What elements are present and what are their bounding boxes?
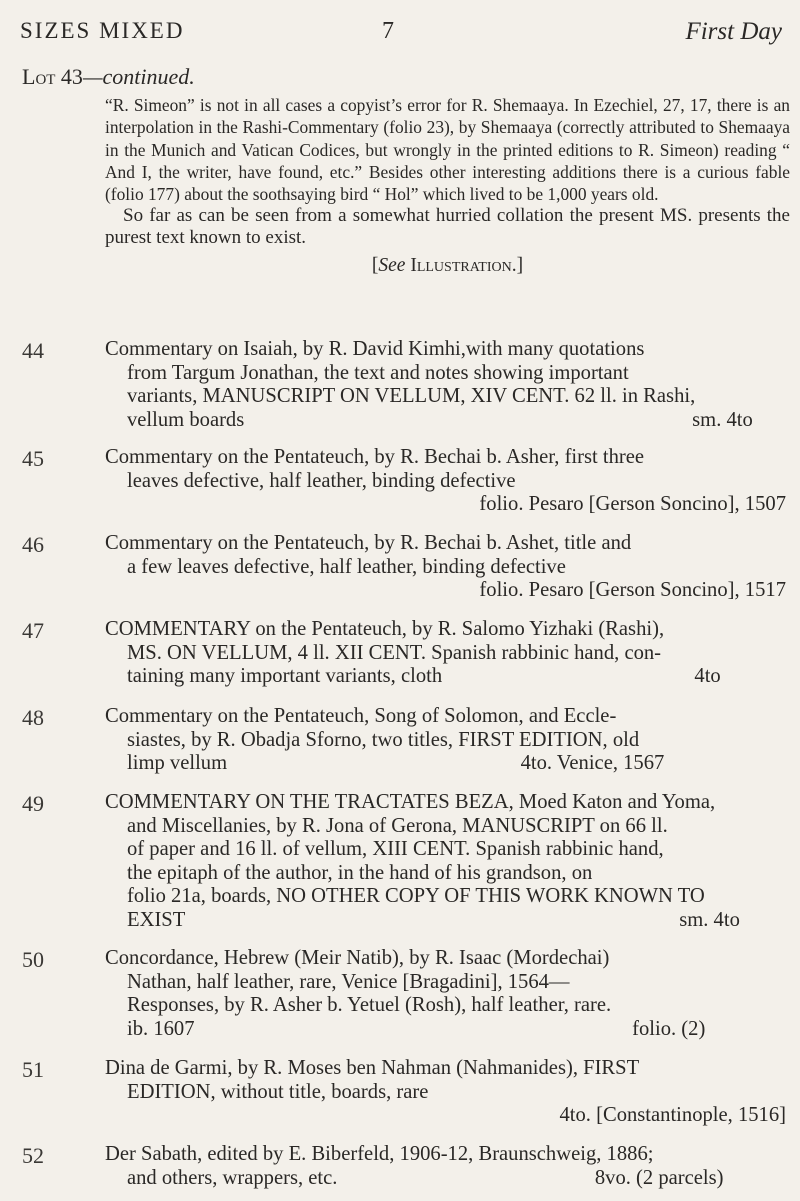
lot-43-paragraph-1: “R. Simeon” is not in all cases a copyist’s error for R. Shemaaya. In Ezechiel, 27, 17, there is an interpolation in the Rashi-Commentary (folio 23), by Shemaaya (correctly attributed to Shemaaya in the Munich and Vatican Codices, but wrongly in the printed editions to R. Simeon) reading “ And I, the writer, have found, etc.” Besides other interesting additions there is a curious fable (folio 177) about the soothsaying bird “ Hol” which lived to be 1,000 years old.: [105, 95, 790, 205]
page-number: 7: [382, 18, 394, 44]
illustration-ref: Illustration.: [410, 255, 517, 277]
lot-number: 50: [22, 947, 44, 972]
lot-description: Concordance, Hebrew (Meir Natib), by R. Isaac (Mordechai) Nathan, half leather, rare, Venice [Bragadini], 1564— Responses, by R. Asher b. Yetuel (Rosh), half leather, rare. ib. 1607 folio. (2): [105, 947, 706, 1040]
lot-number: 52: [22, 1143, 44, 1168]
page-header: [0, 18, 800, 58]
lot-43-paragraph-2: So far as can be seen from a somewhat hurried collation the present MS. presents the purest text known to exist.: [105, 205, 790, 249]
lot-number: 46: [22, 532, 44, 557]
lot-description: Commentary on the Pentateuch, by R. Bechai b. Asher, first three leaves defective, half leather, binding defective folio. Pesaro [Gerson Soncino], 1507: [105, 446, 786, 515]
running-head-right: First Day: [685, 18, 782, 45]
lot-description: Commentary on Isaiah, by R. David Kimhi,with many quotations from Targum Jonathan, the text and notes showing important variants, MANUSCRIPT ON VELLUM, XIV CENT. 62 ll. in Rashi, vellum boards sm. 4to: [105, 338, 753, 431]
lot-43-description: [105, 94, 790, 278]
lot-description: COMMENTARY on the Pentateuch, by R. Salomo Yizhaki (Rashi), MS. ON VELLUM, 4 ll. XII CENT. Spanish rabbinic hand, con- taining many important variants, cloth 4to: [105, 618, 721, 687]
lot-description: Commentary on the Pentateuch, Song of Solomon, and Eccle- siastes, by R. Obadja Sforno, two titles, FIRST EDITION, old limp vellum 4to. Venice, 1567: [105, 705, 665, 774]
lot-number: 44: [22, 338, 44, 363]
lot-description: Commentary on the Pentateuch, by R. Bechai b. Ashet, title and a few leaves defective, half leather, binding defective folio. Pesaro [Gerson Soncino], 1517: [105, 532, 786, 601]
lot-number: 49: [22, 791, 44, 816]
lot-description: Dina de Garmi, by R. Moses ben Nahman (Nahmanides), FIRST EDITION, without title, boards, rare 4to. [Constantinople, 1516]: [105, 1057, 786, 1126]
lot-description: Der Sabath, edited by E. Biberfeld, 1906-12, Braunschweig, 1886; and others, wrappers, etc. 8vo. (2 parcels): [105, 1143, 724, 1189]
see-illustration-note: [See Illustration.]: [371, 255, 524, 277]
running-head-left: SIZES MIXED: [20, 18, 185, 43]
lot-number: 47: [22, 618, 44, 643]
lot-number: 51: [22, 1057, 44, 1082]
lot-number: 45: [22, 446, 44, 471]
lot-description: COMMENTARY ON THE TRACTATES BEZA, Moed Katon and Yoma, and Miscellanies, by R. Jona of Gerona, MANUSCRIPT on 66 ll. of paper and 16 ll. of vellum, XIII CENT. Spanish rabbinic hand, the epitaph of the author, in the hand of his grandson, on folio 21a, boards, NO OTHER COPY OF THIS WORK KNOWN TO EXIST sm. 4to: [105, 791, 740, 931]
lot-continued-heading: [22, 64, 195, 90]
see-word: See: [378, 255, 406, 277]
continued-label: —continued.: [82, 64, 195, 89]
lot-number: 48: [22, 705, 44, 730]
lot-label: Lot 43: [22, 64, 83, 89]
